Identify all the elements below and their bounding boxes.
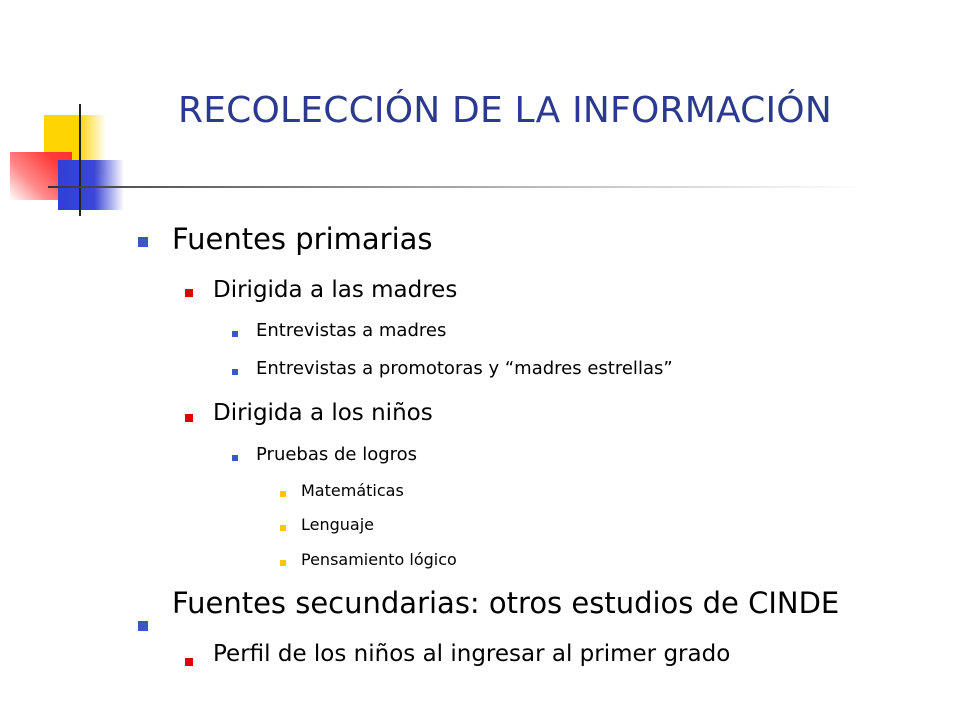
bullet-level1 bbox=[138, 237, 148, 247]
list-item-primary: Fuentes primarias bbox=[172, 222, 433, 256]
list-item-mothers: Dirigida a las madres bbox=[213, 277, 458, 303]
list-item-language: Lenguaje bbox=[301, 515, 375, 534]
vertical-rule bbox=[79, 104, 81, 216]
title-underline bbox=[48, 186, 868, 188]
list-item-math: Matemáticas bbox=[301, 481, 404, 500]
bullet-level2 bbox=[185, 414, 193, 422]
list-item-interviews-mothers: Entrevistas a madres bbox=[256, 320, 447, 341]
blue-square bbox=[58, 160, 124, 210]
list-item-interviews-promoters: Entrevistas a promotoras y “madres estrellas” bbox=[256, 358, 673, 379]
bullet-level4 bbox=[280, 491, 286, 497]
bullet-level2 bbox=[185, 289, 193, 297]
list-item-logic: Pensamiento lógico bbox=[301, 550, 457, 569]
slide-title: RECOLECCIÓN DE LA INFORMACIÓN bbox=[178, 90, 832, 131]
bullet-level4 bbox=[280, 560, 286, 566]
list-item-secondary: Fuentes secundarias: otros estudios de CINDE bbox=[172, 586, 840, 620]
bullet-level3 bbox=[232, 455, 238, 461]
decorative-logo bbox=[0, 0, 140, 230]
bullet-level3 bbox=[232, 369, 238, 375]
list-item-children: Dirigida a los niños bbox=[213, 400, 433, 426]
bullet-level1 bbox=[138, 621, 148, 631]
list-item-achievement-tests: Pruebas de logros bbox=[256, 444, 418, 465]
bullet-level2 bbox=[185, 658, 193, 666]
bullet-level4 bbox=[280, 525, 286, 531]
list-item-profile: Perfil de los niños al ingresar al primer grado bbox=[213, 641, 731, 667]
bullet-level3 bbox=[232, 331, 238, 337]
